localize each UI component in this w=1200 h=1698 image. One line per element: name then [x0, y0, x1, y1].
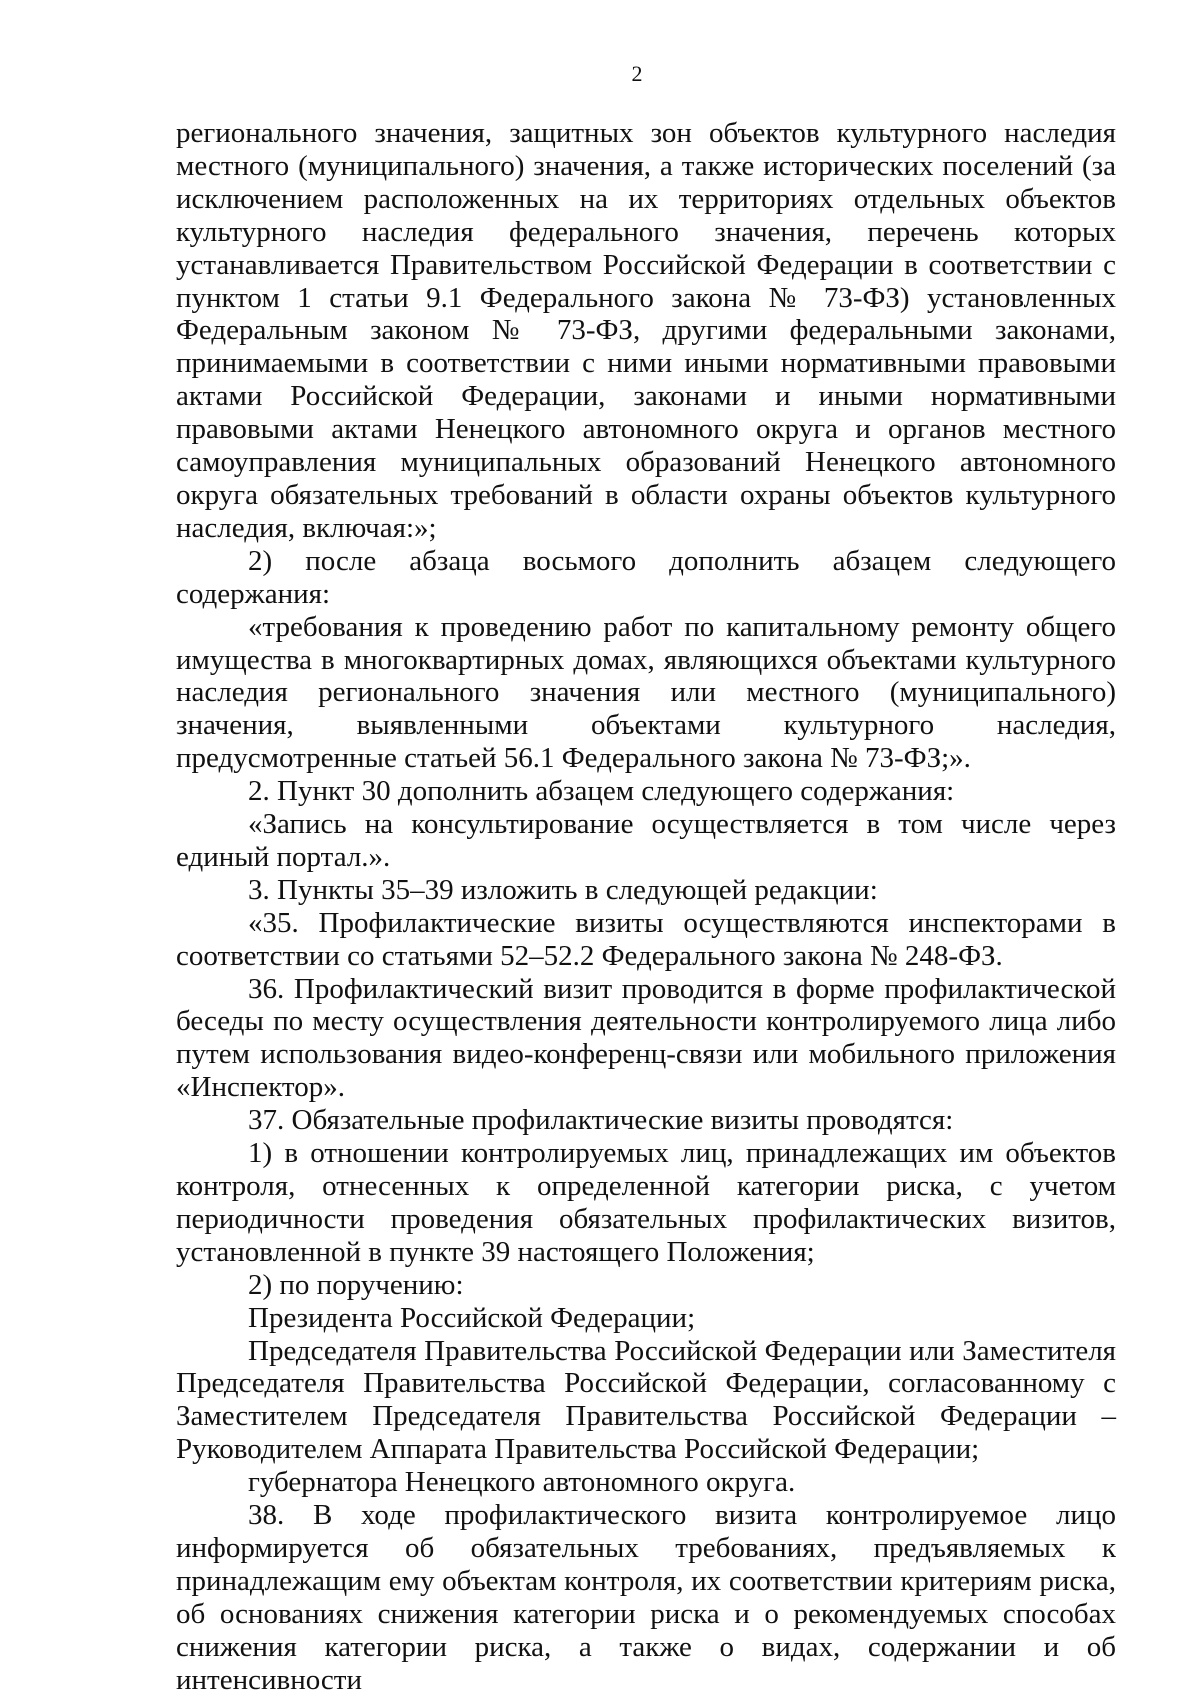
paragraph-subitem-2: 2) после абзаца восьмого дополнить абзацем следующего содержания: [176, 544, 1116, 610]
paragraph-point-37: 37. Обязательные профилактические визиты проводятся: [248, 1104, 954, 1137]
paragraph-item-3: 3. Пункты 35–39 изложить в следующей редакции: [248, 873, 878, 906]
paragraph-point-35: «35. Профилактические визиты осуществляются инспекторами в соответствии со статьями 52–52.2 Федерального закона № 248-ФЗ. [176, 906, 1116, 972]
paragraph-continuation: регионального значения, защитных зон объектов культурного наследия местного (муниципального) значения, а также исторических поселений (за исключением расположенных на их территориях отдельных объектов культурного наследия федерального значения, перечень которых устанавливается Правительством Российской Федерации в соответствии с пунктом 1 статьи 9.1 Федерального закона № 73-ФЗ) установленных Федеральным законом № 73-ФЗ, другими федеральными законами, принимаемыми в соответствии с ними иными нормативными правовыми актами Российской Федерации, законами и иными нормативными правовыми актами Ненецкого автономного округа и органов местного самоуправления муниципальных образований Ненецкого автономного округа обязательных требований в области охраны объектов культурного наследия, включая:»; [176, 117, 1116, 544]
paragraph-chairman: Председателя Правительства Российской Федерации или Заместителя Председателя Правительства Российской Федерации, согласованному с Заместителем Председателя Правительства Российской Федерации – Руководителем Аппарата Правительства Российской Федерации; [176, 1334, 1116, 1466]
paragraph-president: Президента Российской Федерации; [248, 1301, 696, 1334]
paragraph-point-37-sub-2: 2) по поручению: [248, 1268, 464, 1301]
page-number: 2 [631, 61, 643, 86]
paragraph-governor: губернатора Ненецкого автономного округа. [248, 1466, 796, 1499]
document-body [176, 117, 1116, 1697]
paragraph-item-2: 2. Пункт 30 дополнить абзацем следующего содержания: [248, 775, 955, 808]
paragraph-quote-consultation: «Запись на консультирование осуществляется в том числе через единый портал.». [176, 808, 1116, 873]
paragraph-point-37-sub-1: 1) в отношении контролируемых лиц, принадлежащих им объектов контроля, отнесенных к определенной категории риска, с учетом периодичности проведения обязательных профилактических визитов, установленной в пункте 39 настоящего Положения; [176, 1137, 1116, 1268]
paragraph-quote-requirements: «требования к проведению работ по капитальному ремонту общего имущества в многоквартирных домах, являющихся объектами культурного наследия регионального значения или местного (муниципального) значения, выявленными объектами культурного наследия, предусмотренные статьей 56.1 Федерального закона № 73-ФЗ;». [176, 610, 1116, 775]
paragraph-point-36: 36. Профилактический визит проводится в форме профилактической беседы по месту осуществления деятельности контролируемого лица либо путем использования видео-конференц-связи или мобильного приложения «Инспектор». [176, 972, 1116, 1104]
paragraph-point-38: 38. В ходе профилактического визита контролируемое лицо информируется об обязательных требованиях, предъявляемых к принадлежащим ему объектам контроля, их соответствии критериям риска, об основаниях снижения категории риска и о рекомендуемых способах снижения категории риска, а также о видах, содержании и об интенсивности [176, 1499, 1116, 1696]
